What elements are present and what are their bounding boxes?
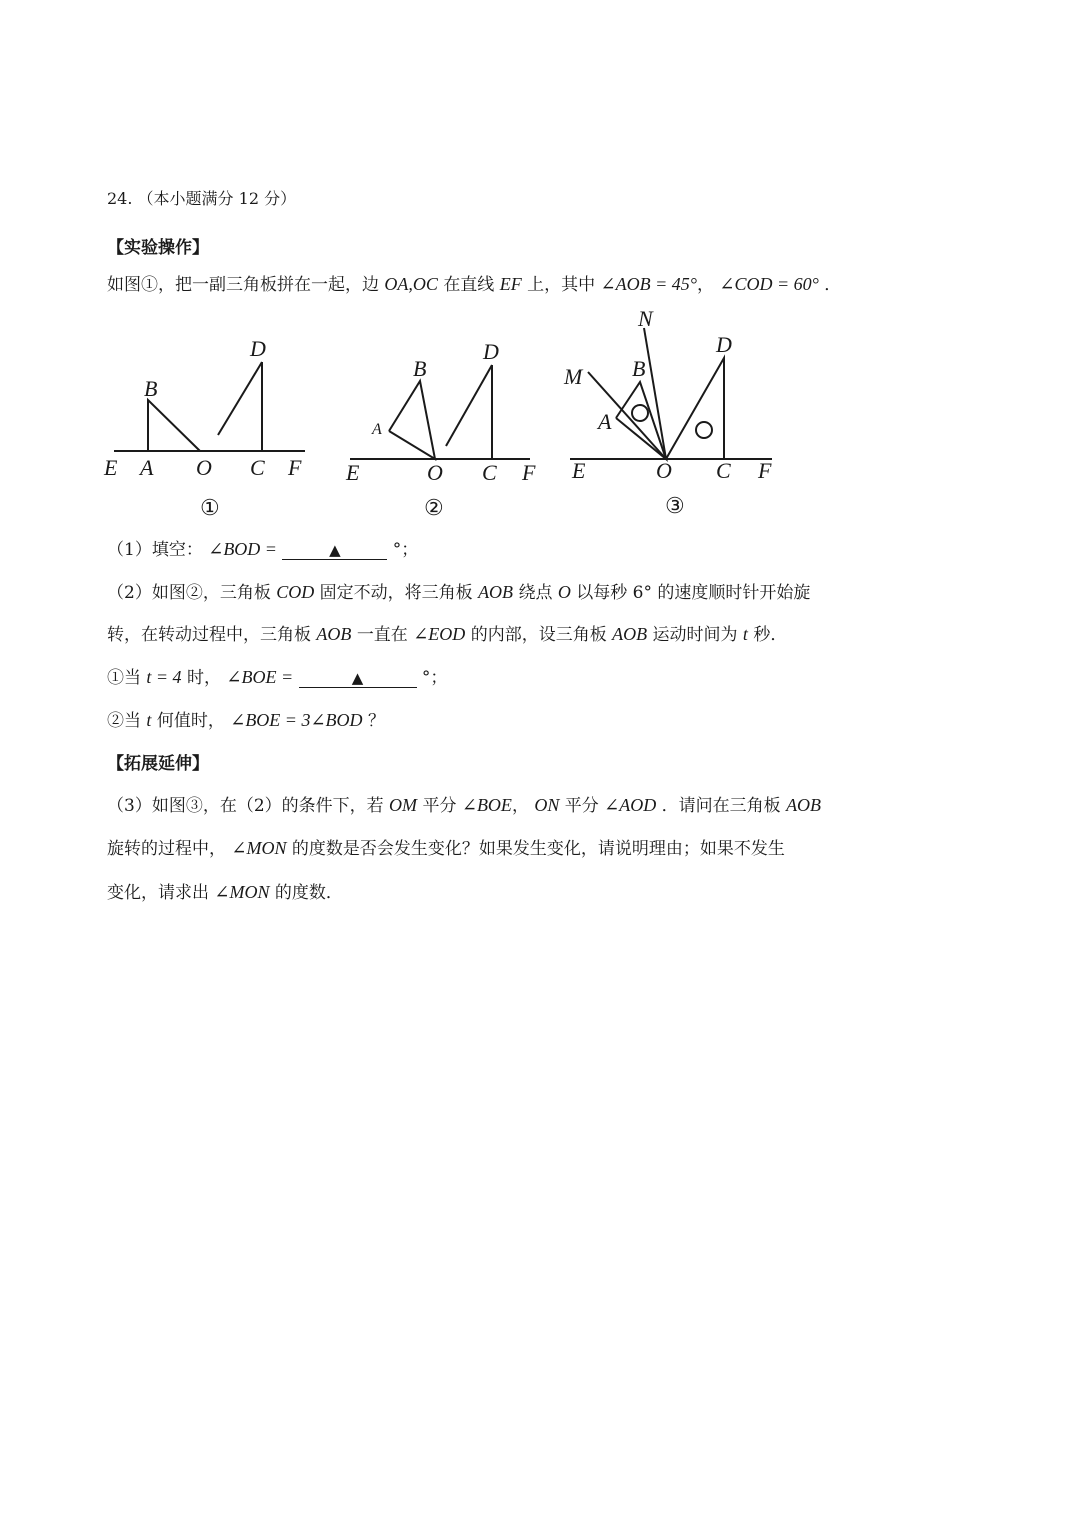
figure-2 xyxy=(340,330,550,530)
question-1: （1）填空： ∠BOD = ▲ °； xyxy=(107,539,419,560)
label-o: O xyxy=(427,460,443,485)
label-o: O xyxy=(196,455,212,480)
label-f: F xyxy=(522,460,536,485)
question-2-line-1: （2）如图②，三角板 COD 固定不动，将三角板 AOB 绕点 O 以每秒 6° 的速度顺时针开始旋 xyxy=(107,582,811,603)
question-number: 24. xyxy=(107,189,133,208)
intro-paragraph: 如图①，把一副三角板拼在一起，边 OA,OC 在直线 EF 上，其中 ∠AOB = 45°， ∠COD = 60° ． xyxy=(107,274,842,295)
label-a: A xyxy=(140,455,154,480)
label-o: O xyxy=(656,458,672,483)
triangle-cod-hole xyxy=(696,422,712,438)
label-c: C xyxy=(482,460,497,485)
question-3-line-2: 旋转的过程中， ∠MON 的度数是否会发生变化？如果发生变化，请说明理由；如果不发生 xyxy=(107,838,785,859)
label-d: D xyxy=(483,339,499,364)
figure-3 xyxy=(560,300,790,530)
label-m: M xyxy=(564,364,583,389)
section-title-experiment: 【实验操作】 xyxy=(107,238,209,258)
triangle-aob-hole xyxy=(632,405,648,421)
label-e: E xyxy=(346,460,360,485)
label-f: F xyxy=(288,455,302,480)
label-b: B xyxy=(413,356,427,381)
question-2-sub-1: ①当 t = 4 时， ∠BOE = ▲ °； xyxy=(107,667,448,688)
label-c: C xyxy=(716,458,731,483)
label-n: N xyxy=(638,306,653,331)
triangle-cod xyxy=(666,358,724,459)
score-note: （本小题满分 12 分） xyxy=(137,189,297,208)
label-f: F xyxy=(758,458,772,483)
answer-blank-2[interactable]: ▲ xyxy=(299,669,417,688)
figure-1 xyxy=(100,330,320,530)
label-e: E xyxy=(572,458,586,483)
label-b: B xyxy=(632,356,646,381)
answer-blank-1[interactable]: ▲ xyxy=(282,541,387,560)
label-b: B xyxy=(144,376,158,401)
question-3-line-1: （3）如图③，在（2）的条件下，若 OM 平分 ∠BOE， ON 平分 ∠AOD ．请问在三角板 AOB xyxy=(107,795,822,816)
label-a: A xyxy=(598,409,612,434)
figure-caption-2: ② xyxy=(424,495,444,520)
label-a: A xyxy=(372,421,382,438)
triangle-aob xyxy=(148,400,200,451)
label-d: D xyxy=(716,332,732,357)
label-e: E xyxy=(104,455,118,480)
label-c: C xyxy=(250,455,265,480)
triangle-aob xyxy=(389,381,435,459)
figure-caption-1: ① xyxy=(200,495,220,520)
question-header xyxy=(107,186,296,209)
label-d: D xyxy=(250,336,266,361)
question-3-line-3: 变化，请求出 ∠MON 的度数． xyxy=(107,882,343,903)
question-2-sub-2: ②当 t 何值时， ∠BOE = 3∠BOD ？ xyxy=(107,710,385,731)
section-title-extension: 【拓展延伸】 xyxy=(107,754,209,774)
question-2-line-2: 转，在转动过程中，三角板 AOB 一直在 ∠EOD 的内部，设三角板 AOB 运动时间为 t 秒． xyxy=(107,624,788,645)
figure-caption-3: ③ xyxy=(665,493,685,518)
triangle-cod-hyp xyxy=(218,362,262,435)
triangle-cod-hyp xyxy=(446,365,492,446)
